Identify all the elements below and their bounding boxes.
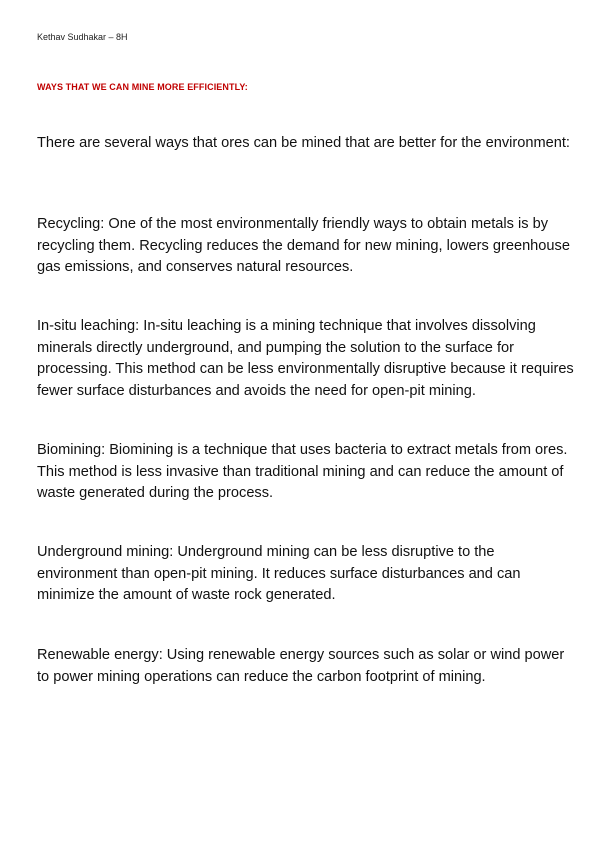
renewable-energy-paragraph: Renewable energy: Using renewable energy sources such as solar or wind power to power mining operations can reduce the carbon footprint of mining. — [37, 647, 565, 685]
section-heading: WAYS THAT WE CAN MINE MORE EFFICIENTLY: — [37, 82, 248, 92]
underground-mining-paragraph: Underground mining: Underground mining can be less disruptive to the environment than open-pit mining. It reduces surface disturbances and can minimize the amount of waste rock generated. — [37, 544, 521, 604]
biomining-paragraph: Biomining: Biomining is a technique that uses bacteria to extract metals from ores. This method is less invasive than traditional mining and can reduce the amount of waste generated during the process. — [37, 442, 568, 502]
intro-paragraph: There are several ways that ores can be mined that are better for the environment: — [37, 135, 570, 151]
author-header: Kethav Sudhakar – 8H — [37, 32, 128, 42]
in-situ-leaching-paragraph: In-situ leaching: In-situ leaching is a mining technique that involves dissolving minerals directly underground, and pumping the solution to the surface for processing. This method can be less environmentally disruptive because it requires fewer surface disturbances and avoids the need for open-pit mining. — [37, 318, 574, 399]
recycling-paragraph: Recycling: One of the most environmentally friendly ways to obtain metals is by recycling them. Recycling reduces the demand for new mining, lowers greenhouse gas emissions, and conserves natural resources. — [37, 216, 570, 276]
